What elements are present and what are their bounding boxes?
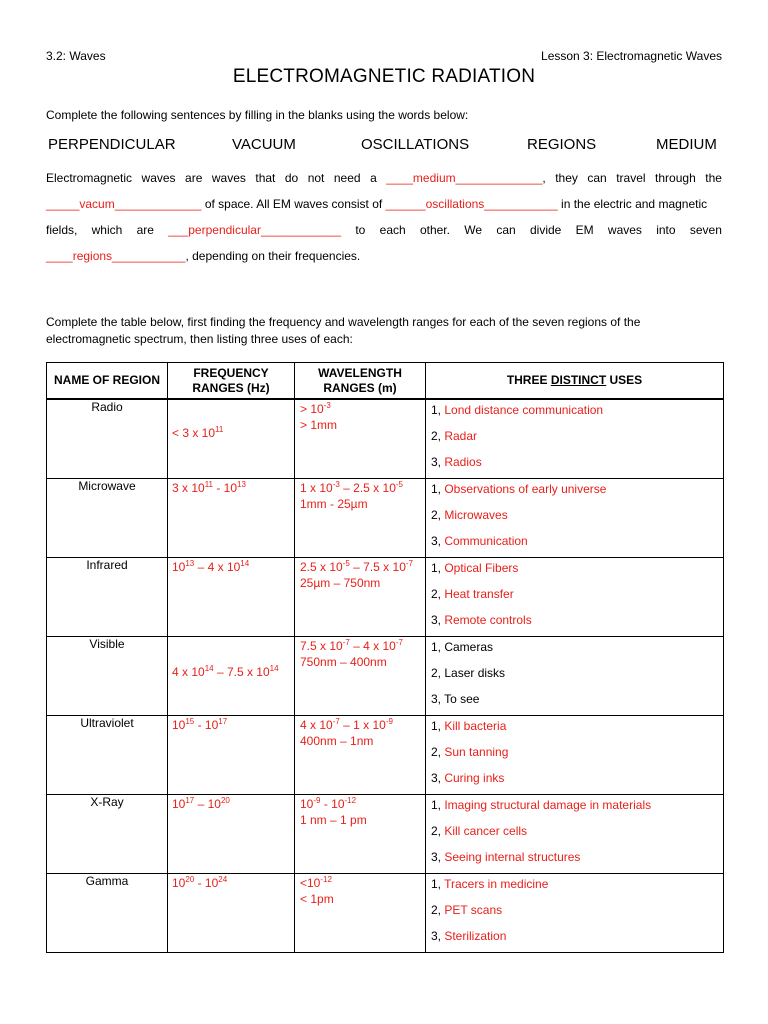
region-name: Gamma (85, 874, 129, 888)
paragraph-line-2 (46, 196, 722, 222)
use-number: 3, (431, 771, 445, 785)
wavelength-cell (295, 558, 426, 637)
frequency-range (172, 481, 246, 495)
wavelength-cell (295, 399, 426, 479)
header-text: RANGES (m) (323, 380, 397, 395)
superscript: -3 (332, 480, 340, 489)
use-text: Imaging structural damage in materials (444, 798, 652, 812)
table-row (47, 716, 724, 795)
word-bank-item: VACUUM (232, 136, 296, 153)
use-number: 1, (431, 403, 445, 417)
use-item (431, 877, 548, 891)
answer-blank-medium[interactable]: ____medium_____________ (386, 171, 543, 185)
use-text: Communication (444, 534, 528, 548)
paragraph-line-1 (46, 170, 722, 196)
wavelength-range-alt: < 1pm (300, 892, 334, 906)
word: that (255, 171, 276, 185)
table-body (47, 399, 724, 953)
table-row (47, 637, 724, 716)
superscript: 17 (218, 717, 228, 726)
word: need (333, 171, 361, 185)
instructions-table: Complete the table below, first finding the frequency and wavelength ranges for each of the seven regions of the electromagnetic spectrum, then listing three uses of each: (46, 315, 641, 346)
superscript: 14 (269, 664, 279, 673)
wavelength-range-alt: > 1mm (300, 418, 338, 432)
value-text: – 1 x 10 (339, 718, 386, 732)
value-text: < 3 x 10 (172, 426, 216, 440)
answer-blank-perpendicular[interactable]: ___perpendicular____________ (168, 223, 342, 237)
use-item (431, 613, 532, 627)
use-text: Kill cancer cells (444, 824, 528, 838)
use-item (431, 692, 479, 706)
word: divide (529, 223, 562, 237)
wavelength-cell (295, 479, 426, 558)
word-bank-item: MEDIUM (656, 136, 717, 153)
superscript: 14 (204, 664, 214, 673)
word-bank-item: REGIONS (527, 136, 597, 153)
fill-in-paragraph (46, 170, 722, 274)
use-text: To see (444, 692, 480, 706)
region-name: Microwave (78, 479, 136, 493)
superscript: -9 (313, 796, 321, 805)
section-label: 3.2: Waves (46, 49, 106, 63)
wavelength-range (300, 797, 356, 811)
word: , (542, 171, 546, 185)
word: seven (689, 223, 722, 237)
use-number: 1, (431, 640, 445, 654)
wavelength-range (300, 639, 403, 653)
word: each (379, 223, 406, 237)
use-item (431, 561, 518, 575)
table-row (47, 795, 724, 874)
use-item (431, 429, 477, 443)
use-number: 2, (431, 508, 445, 522)
wavelength-range (300, 876, 332, 890)
use-text: Sun tanning (444, 745, 509, 759)
word: waves (211, 171, 246, 185)
table-row (47, 874, 724, 953)
superscript: 24 (218, 875, 228, 884)
wavelength-range-alt: 400nm – 1nm (300, 734, 374, 748)
superscript: -3 (323, 401, 331, 410)
use-number: 2, (431, 903, 445, 917)
value-text: - 10 (320, 797, 345, 811)
value-text: – 4 x 10 (349, 639, 396, 653)
header-text: RANGES (Hz) (192, 380, 270, 395)
use-number: 2, (431, 587, 445, 601)
use-number: 1, (431, 877, 445, 891)
superscript: 11 (215, 425, 224, 434)
use-text: Observations of early universe (444, 482, 607, 496)
frequency-range (172, 718, 227, 732)
word: are (136, 223, 154, 237)
frequency-cell (168, 479, 295, 558)
word: they (555, 171, 578, 185)
value-text: 1 x 10 (300, 481, 333, 495)
table-row (47, 479, 724, 558)
use-text: Radios (444, 455, 482, 469)
use-item (431, 903, 502, 917)
header-frequency (168, 363, 295, 400)
frequency-cell (168, 399, 295, 479)
table-header-row (47, 363, 724, 400)
use-number: 3, (431, 455, 445, 469)
value-text: – 4 x 10 (194, 560, 241, 574)
superscript: -5 (395, 480, 403, 489)
use-number: 1, (431, 719, 445, 733)
answer-blank-oscillations[interactable]: ______oscillations___________ (385, 197, 558, 211)
use-number: 2, (431, 429, 445, 443)
frequency-cell (168, 795, 295, 874)
use-number: 2, (431, 745, 445, 759)
word: fields, (46, 223, 78, 237)
uses-cell (426, 874, 724, 953)
region-name-cell (47, 795, 168, 874)
word: can (587, 171, 607, 185)
answer-blank-vacuum[interactable]: _____vacum_____________ (46, 197, 202, 211)
paragraph-text: of space. All EM waves consist of (201, 197, 386, 211)
wavelength-range-alt: 750nm – 400nm (300, 655, 387, 669)
page-title: ELECTROMAGNETIC RADIATION (232, 66, 536, 87)
table-row (47, 399, 724, 479)
superscript: -5 (342, 559, 350, 568)
use-item (431, 482, 606, 496)
value-text: 10 (172, 876, 186, 890)
use-text: Microwaves (444, 508, 508, 522)
use-item (431, 534, 528, 548)
frequency-range (172, 560, 249, 574)
value-text: 2.5 x 10 (300, 560, 343, 574)
use-text: Laser disks (444, 666, 506, 680)
use-number: 1, (431, 561, 445, 575)
word-bank-item: PERPENDICULAR (48, 136, 176, 153)
frequency-range (172, 665, 279, 679)
use-item (431, 850, 580, 864)
paragraph-text: , depending on their frequencies. (185, 249, 361, 263)
superscript: -7 (395, 638, 403, 647)
superscript: -7 (342, 638, 350, 647)
table-row (47, 558, 724, 637)
word: not (307, 171, 325, 185)
region-name: Visible (89, 637, 125, 651)
frequency-cell (168, 716, 295, 795)
wavelength-cell (295, 795, 426, 874)
use-text: Optical Fibers (444, 561, 519, 575)
use-item (431, 824, 527, 838)
value-text: > 10 (300, 402, 324, 416)
use-text: Curing inks (444, 771, 505, 785)
use-number: 3, (431, 850, 445, 864)
header-region: NAME OF REGION (47, 363, 168, 400)
use-text: Radar (444, 429, 478, 443)
superscript: -12 (320, 875, 332, 884)
value-text: 10 (300, 797, 314, 811)
word: do (284, 171, 299, 185)
region-name-cell (47, 637, 168, 716)
wavelength-range-alt: 1 nm – 1 pm (300, 813, 367, 827)
header-text: WAVELENGTH (318, 365, 402, 380)
word: other. (419, 223, 450, 237)
use-item (431, 719, 506, 733)
use-item (431, 455, 482, 469)
superscript: 13 (237, 480, 246, 489)
word: waves (141, 171, 176, 185)
frequency-cell (168, 558, 295, 637)
wavelength-range (300, 560, 413, 574)
wavelength-cell (295, 716, 426, 795)
word: the (705, 171, 722, 185)
word: can (496, 223, 516, 237)
wavelength-range (300, 402, 331, 416)
word: We (464, 223, 483, 237)
superscript: -7 (332, 717, 340, 726)
value-text: - 10 (194, 718, 219, 732)
use-number: 3, (431, 692, 445, 706)
word: into (656, 223, 676, 237)
superscript: 14 (240, 559, 250, 568)
wavelength-range-alt: 25µm – 750nm (300, 576, 381, 590)
lesson-label: Lesson 3: Electromagnetic Waves (541, 49, 722, 63)
word: travel (616, 171, 646, 185)
region-name-cell (47, 558, 168, 637)
value-text: 4 x 10 (300, 718, 333, 732)
word-bank (46, 136, 722, 158)
use-item (431, 745, 508, 759)
word-bank-item: OSCILLATIONS (361, 136, 470, 153)
frequency-range (172, 426, 223, 440)
uses-cell (426, 637, 724, 716)
value-text: - 10 (194, 876, 219, 890)
use-number: 3, (431, 613, 445, 627)
value-text: – 2.5 x 10 (339, 481, 396, 495)
superscript: 20 (185, 875, 195, 884)
wavelength-range (300, 718, 393, 732)
uses-cell (426, 558, 724, 637)
use-text: Seeing internal structures (444, 850, 581, 864)
word: are (185, 171, 203, 185)
uses-cell (426, 399, 724, 479)
value-text: – 7.5 x 10 (213, 665, 270, 679)
region-name: Ultraviolet (80, 716, 134, 730)
use-text: Lond distance communication (444, 403, 604, 417)
word: which (91, 223, 123, 237)
header-uses (426, 363, 724, 400)
use-item (431, 587, 514, 601)
word: through (655, 171, 696, 185)
value-text: 3 x 10 (172, 481, 205, 495)
superscript: -9 (385, 717, 393, 726)
frequency-range (172, 876, 227, 890)
region-name-cell (47, 716, 168, 795)
use-number: 2, (431, 824, 445, 838)
use-number: 2, (431, 666, 445, 680)
value-text: 4 x 10 (172, 665, 205, 679)
superscript: 15 (185, 717, 195, 726)
region-name: Radio (91, 400, 123, 414)
header-text: DISTINCT (550, 373, 607, 387)
wavelength-range-alt: 1mm - 25µm (300, 497, 368, 511)
use-item (431, 771, 504, 785)
word: EM (575, 223, 594, 237)
value-text: - 10 (213, 481, 238, 495)
word: a (370, 171, 377, 185)
instructions-fill-blanks: Complete the following sentences by filling in the blanks using the words below: (46, 108, 469, 122)
region-name-cell (47, 399, 168, 479)
superscript: 17 (185, 796, 195, 805)
value-text: 10 (172, 718, 186, 732)
uses-cell (426, 716, 724, 795)
use-item (431, 508, 508, 522)
wavelength-range (300, 481, 403, 495)
paragraph-line-4 (46, 248, 722, 274)
region-name-cell (47, 874, 168, 953)
use-number: 1, (431, 482, 445, 496)
superscript: 20 (220, 796, 230, 805)
value-text: <10 (300, 876, 321, 890)
paragraph-text: in the electric and magnetic (557, 197, 708, 211)
value-text: 10 (172, 797, 186, 811)
paragraph-line-3 (46, 222, 722, 248)
use-item (431, 798, 651, 812)
use-text: Sterilization (444, 929, 507, 943)
header-text: USES (606, 373, 643, 387)
frequency-cell (168, 637, 295, 716)
frequency-cell (168, 874, 295, 953)
use-number: 3, (431, 534, 445, 548)
word: Electromagnetic (46, 171, 133, 185)
use-text: Heat transfer (444, 587, 514, 601)
superscript: -7 (405, 559, 413, 568)
uses-cell (426, 479, 724, 558)
use-item (431, 666, 505, 680)
use-text: PET scans (444, 903, 503, 917)
header-wavelength (295, 363, 426, 400)
use-item (431, 403, 603, 417)
answer-blank-regions[interactable]: ____regions___________ (46, 249, 186, 263)
use-text: Cameras (444, 640, 494, 654)
value-text: – 7.5 x 10 (349, 560, 406, 574)
use-number: 1, (431, 798, 445, 812)
use-number: 3, (431, 929, 445, 943)
use-text: Kill bacteria (444, 719, 507, 733)
superscript: 11 (204, 480, 214, 489)
region-name: Infrared (86, 558, 128, 572)
word: waves (607, 223, 642, 237)
use-text: Remote controls (444, 613, 532, 627)
region-name: X-Ray (90, 795, 124, 809)
use-item (431, 640, 493, 654)
wavelength-cell (295, 637, 426, 716)
frequency-range (172, 797, 230, 811)
value-text: 10 (172, 560, 186, 574)
value-text: 7.5 x 10 (300, 639, 343, 653)
region-name-cell (47, 479, 168, 558)
superscript: 13 (185, 559, 195, 568)
header-text: THREE (506, 373, 551, 387)
em-spectrum-table (46, 362, 724, 953)
use-text: Tracers in medicine (444, 877, 549, 891)
superscript: -12 (344, 796, 357, 805)
wavelength-cell (295, 874, 426, 953)
use-item (431, 929, 506, 943)
uses-cell (426, 795, 724, 874)
word: to (355, 223, 366, 237)
value-text: – 10 (194, 797, 221, 811)
header-text: FREQUENCY (193, 365, 269, 380)
